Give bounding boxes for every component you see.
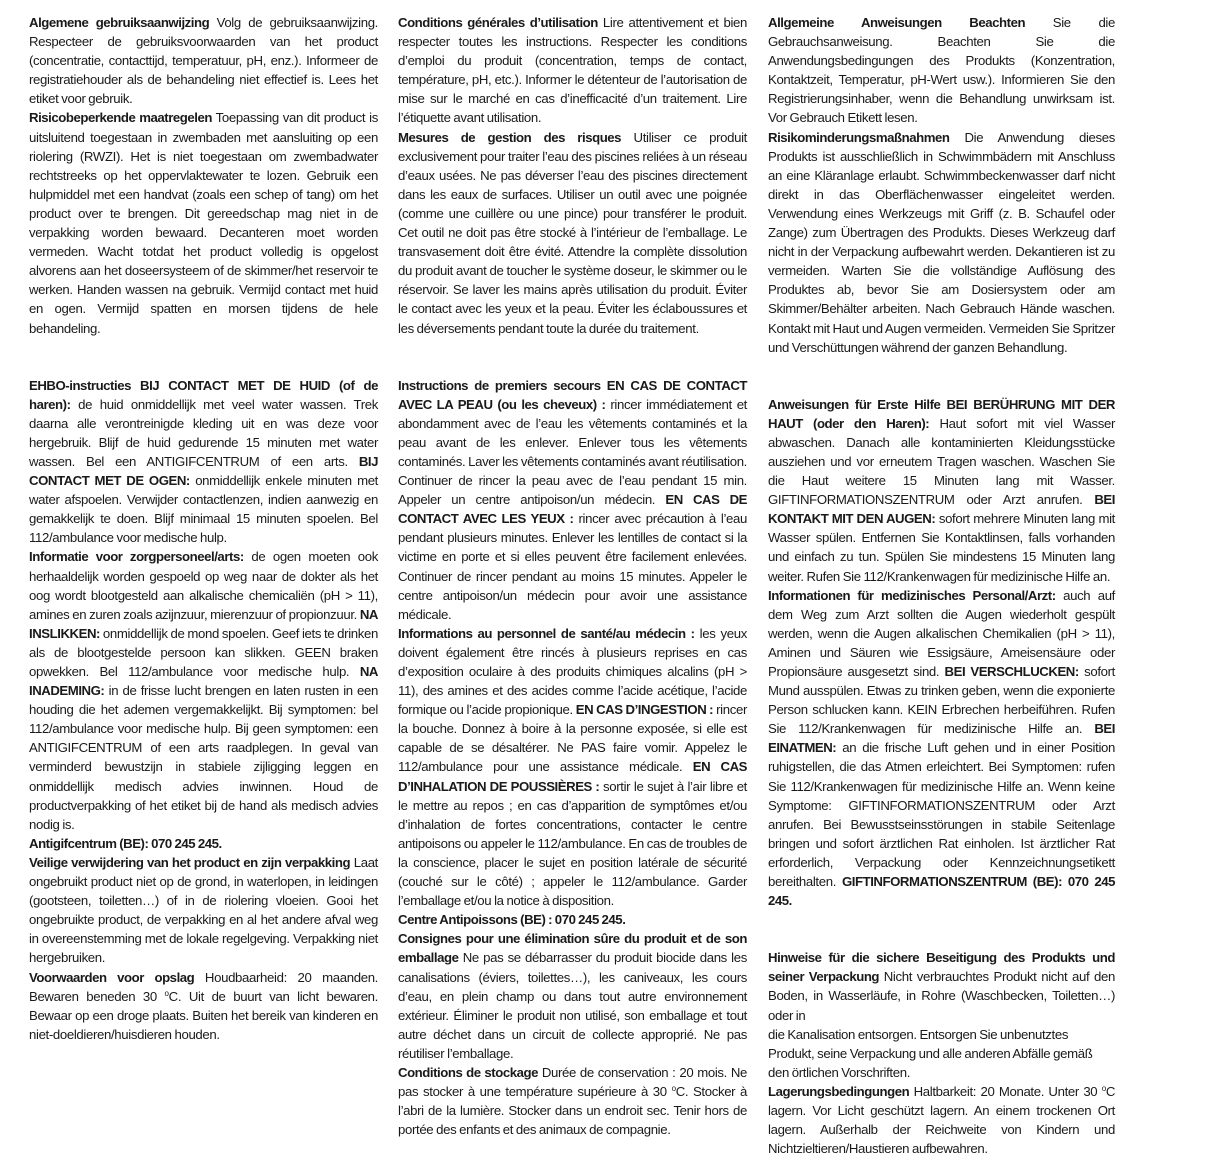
de-poison-center: GIFTINFORMATIONSZENTRUM (BE): 070 245 245. bbox=[768, 874, 1115, 909]
column-german bbox=[768, 13, 1115, 1158]
nl-first-aid-heading: EHBO-instructies BIJ CONTACT MET DE HUID (of de haren): bbox=[29, 377, 378, 412]
de-disposal-heading: Hinweise für die sichere Beseitigung des Produkts und seiner Verpackung bbox=[768, 950, 1115, 985]
fr-disposal: Consignes pour une élimination sûre du produit et de son emballage Ne pas se débarrasser du produit biocide dans les canalisations (éviers, toilettes…), les caniveaux, les cours d’eau, en plein champ ou dans tout autre environnement extérieur. Éliminer le produit non utilisé, son emballage et tout autre déchet dans un circuit de collecte approprié. Ne pas réutiliser l’emballage. bbox=[398, 931, 747, 1061]
de-risk-measures: Risikominderungsmaßnahmen Die Anwendung dieses Produkts ist ausschließlich in Schwimmbädern mit Anschluss an eine Kläranlage erlaubt. Schwimmbeckenwasser darf nicht direkt in das Oberflächenwasser eingeleitet werden. Verwendung eines Werkzeugs mit Griff (z. B. Schaufel oder Zange) zum Übertragen des Produkts. Dieses Werkzeug darf nicht in der Verpackung aufbewahrt werden. Dekantieren ist zu vermeiden. Warten Sie die vollständige Auflösung des Produktes ab, bevor Sie am Dosiersystem oder am Skimmer/Behälter arbeiten. Nach Gebrauch Hände waschen. Kontakt mit Haut und Augen vermeiden. Vermeiden Sie Spritzer und Verschüttungen während der ganzen Behandlung. bbox=[768, 129, 1115, 355]
nl-risk-measures-heading: Risicobeperkende maatregelen bbox=[29, 110, 212, 126]
de-medical-info-heading: Informationen für medizinisches Personal/Arzt: bbox=[768, 587, 1056, 603]
nl-disposal-heading: Veilige verwijdering van het product en zijn verpakking bbox=[29, 854, 351, 870]
fr-general-instructions: Conditions générales d’utilisation Lire attentivement et bien respecter toutes les instructions. Respecter les conditions d’emploi du produit (concentration, temps de contact, température, pH, etc.). Informer le détenteur de l’autorisation de mise sur le marché en cas d’inefficacité d’un traitement. Lire l’étiquette avant utilisation. bbox=[398, 15, 747, 126]
nl-risk-measures: Risicobeperkende maatregelen Toepassing van dit product is uitsluitend toegestaan in zwembaden met aansluiting op een riolering (RWZI). Het is niet toegestaan om zwembadwater rechtstreeks op het oppervlaktewater te lozen. Gebruik een hulpmiddel met een handvat (zoals een schep of tang) om het product over te brengen. Dit gereedschap mag niet in de verpakking worden bewaard. Decanteren moet worden vermeden. Wacht totdat het product volledig is opgelost alvorens aan het doseersysteem of de skimmer/het reservoir te werken. Handen wassen na gebruik. Vermijd contact met huid en ogen. Vermijd spatten en morsen tijdens de hele behandeling. bbox=[29, 110, 378, 336]
fr-medical-info: Informations au personnel de santé/au médecin : les yeux doivent également être rincés à plusieurs reprises en cas d’exposition oculaire à des produits chimiques alcalins (pH > 11), des amines et des acides comme l’acide acétique, l’acide formique ou l’acide propionique. EN CAS D’INGESTION : rincer la bouche. Donnez à boire à la personne exposée, si elle est capable de se désaltérer. Ne PAS faire vomir. Appelez le 112/ambulance pour une assistance médicale. EN CAS D’INHALATION DE POUSSIÈRES : sortir le sujet à l’air libre et le mettre au repos ; en cas d’apparition de symptômes et/ou d’inhalation de fortes concentrations, contacter le centre antipoisons ou appeler le 112/ambulance. En cas de troubles de la conscience, placer le sujet en position latérale de sécurité (couché sur le côté) ; appeler le 112/ambulance. Garder l’emballage et/ou la notice à disposition. bbox=[398, 625, 747, 909]
nl-medical-info-heading: Informatie voor zorgpersoneel/arts: bbox=[29, 549, 244, 565]
de-general-instructions: Allgemeine Anweisungen Beachten Sie die Gebrauchsanweisung. Beachten Sie die Anwendungsbedingungen des Produkts (Konzentration, Kontaktzeit, Temperatur, pH-Wert usw.). Informieren Sie den Registrierungsinhaber, wenn die Behandlung unwirksam ist. Vor Gebrauch Etikett lesen. bbox=[768, 15, 1115, 126]
nl-medical-info: Informatie voor zorgpersoneel/arts: de ogen moeten ook herhaaldelijk worden gespoeld op weg naar de dokter als het oog wordt blootgesteld aan alkalische chemicaliën (pH > 11), amines en zuren zoals azijnzuur, mierenzuur of propionzuur. NA INSLIKKEN: onmiddellijk de mond spoelen. Geef iets te drinken als de blootgestelde persoon kan slikken. GEEN braken opwekken. Bel 112/ambulance voor medische hulp. NA INADEMING: in de frisse lucht brengen en laten rusten in een houding die het ademen vergemakkelijkt. Bij symptomen: bel 112/ambulance voor medische hulp. Bij geen symptomen: een ANTIGIFCENTRUM of een arts raadplegen. In geval van verminderd bewustzijn in stabiele zijligging leggen en onmiddellijk medisch advies inwinnen. Houd de productverpakking of het etiket bij de hand als medisch advies nodig is. bbox=[29, 549, 378, 832]
de-first-aid-heading: Anweisungen für Erste Hilfe BEI BERÜHRUNG MIT DER HAUT (oder den Haren): bbox=[768, 396, 1115, 431]
de-first-aid: Anweisungen für Erste Hilfe BEI BERÜHRUNG MIT DER HAUT (oder den Haren): Haut sofort mit viel Wasser abwaschen. Danach alle kontaminierten Kleidungsstücke ausziehen und vor erneutem Tragen waschen. Waschen Sie die Haut weitere 15 Minuten lang mit Wasser. GIFTINFORMATIONSZENTRUM oder Arzt anrufen. BEI KONTAKT MIT DEN AUGEN: sofort mehrere Minuten lang mit Wasser spülen. Entfernen Sie Kontaktlinsen, falls vorhanden und einfach zu tun. Spülen Sie mindestens 15 Minuten lang weiter. Rufen Sie 112/Krankenwagen für medizinische Hilfe an. bbox=[768, 396, 1116, 584]
nl-storage-heading: Voorwaarden voor opslag bbox=[29, 969, 195, 985]
de-storage-heading: Lagerungsbedingungen bbox=[768, 1083, 910, 1099]
de-disposal: Hinweise für die sichere Beseitigung des Produkts und seiner Verpackung Nicht verbrauchtes Produkt nicht auf den Boden, in Wasserläufe, in Rohre (Waschbecken, Toiletten…) oder in bbox=[768, 950, 1115, 1023]
fr-medical-info-heading: Informations au personnel de santé/au médecin : bbox=[398, 625, 695, 641]
nl-first-aid: EHBO-instructies BIJ CONTACT MET DE HUID (of de haren): de huid onmiddellijk met veel water wassen. Trek daarna alle verontreinigde kleding uit en was deze voor hergebruik. Blijf de huid gedurende 15 minuten met water wassen. Bel een ANTIGIFCENTRUM of een arts. BIJ CONTACT MET DE OGEN: onmiddellijk enkele minuten met water afspoelen. Verwijder contactlenzen, indien aanwezig en gemakkelijk te doen. Blijf minimaal 15 minuten spoelen. Bel 112/ambulance voor medische hulp. bbox=[29, 377, 378, 546]
fr-first-aid: Instructions de premiers secours EN CAS DE CONTACT AVEC LA PEAU (ou les cheveux) : rincer immédiatement et abondamment avec de l’eau les vêtements contaminés et la peau avant de les enlever. Enlever tous les vêtements contaminés. Laver les vêtements contaminés avant réutilisation. Continuer de rincer la peau avec de l’eau pendant 15 min. Appeler un centre antipoison/un médecin. EN CAS DE CONTACT AVEC LES YEUX : rincer avec précaution à l’eau pendant plusieurs minutes. Enlever les lentilles de contact si la victime en porte et si elles peuvent être facilement enlevées. Continuer de rincer pendant au moins 15 minutes. Appeler le centre antipoison/un médecin pour avoir une assistance médicale. bbox=[398, 377, 748, 622]
column-dutch bbox=[29, 13, 378, 1044]
de-disposal-continued: die Kanalisation entsorgen. Entsorgen Sie unbenutztes Produkt, seine Verpackung und alle anderen Abfälle gemäß den örtlichen Vorschriften. bbox=[768, 1026, 1093, 1080]
fr-first-aid-heading: Instructions de premiers secours EN CAS DE CONTACT AVEC LA PEAU (ou les cheveux) : bbox=[398, 377, 747, 412]
de-general-instructions-heading: Allgemeine Anweisungen Beachten bbox=[768, 15, 1026, 30]
fr-poison-center: Centre Antipoissons (BE) : 070 245 245. bbox=[398, 912, 626, 928]
fr-risk-measures-heading: Mesures de gestion des risques bbox=[398, 129, 622, 145]
nl-storage: Voorwaarden voor opslag Houdbaarheid: 20 maanden. Bewaren beneden 30 $^o$C. Uit de buurt van licht bewaren. Bewaar op een droge plaats. Buiten het bereik van kinderen en niet-doeldieren/huisdieren houden. bbox=[29, 969, 378, 1042]
column-french bbox=[398, 13, 747, 1139]
de-risk-measures-heading: Risikominderungsmaßnahmen bbox=[768, 129, 950, 145]
fr-disposal-heading: Consignes pour une élimination sûre du produit et de son emballage bbox=[398, 931, 747, 966]
fr-storage-heading: Conditions de stockage bbox=[398, 1064, 538, 1080]
nl-poison-center: Antigifcentrum (BE): 070 245 245. bbox=[29, 835, 222, 851]
de-medical-info: Informationen für medizinisches Personal/Arzt: auch auf dem Weg zum Arzt sollten die Augen wiederholt gespült werden, wenn die Augen alkalischen Chemikalien (pH > 11), Aminen und Säuren wie Essigsäure, Ameisensäure oder Propionsäure ausgesetzt sind. BEI VERSCHLUCKEN: sofort Mund ausspülen. Etwas zu trinken geben, wenn die exponierte Person schlucken kann. KEIN Erbrechen herbeiführen. Rufen Sie 112/Krankenwagen für medizinische Hilfe an. BEI EINATMEN: an die frische Luft gehen und in einer Position ruhigstellen, die das Atmen erleichtert. Bei Symptomen: rufen Sie 112/Krankenwagen für medizinische Hilfe an. Wenn keine Symptome: GIFTINFORMATIONSZENTRUM oder Arzt anrufen. Bei Bewusstseinsstörungen in stabile Seitenlage bringen und sofort ärztlichen Rat einholen. Ist ärztlicher Rat erforderlich, Verpackung oder Kennzeichnungsetikett bereithalten. GIFTINFORMATIONSZENTRUM (BE): 070 245 245. bbox=[768, 587, 1115, 909]
fr-storage: Conditions de stockage Durée de conservation : 20 mois. Ne pas stocker à une température supérieure à 30 $^o$C. Stocker à l’abri de la lumière. Stocker dans un endroit sec. Tenir hors de portée des enfants et des animaux de compagnie. bbox=[398, 1064, 748, 1138]
nl-general-instructions: Algemene gebruiksaanwijzing Volg de gebruiksaanwijzing. Respecteer de gebruiksvoorwaarden van het product (concentratie, contacttijd, temperatuur, pH, enz.). Informeer de registratiehouder als de behandeling niet effectief is. Lees het etiket voor gebruik. bbox=[29, 15, 378, 107]
fr-risk-measures: Mesures de gestion des risques Utiliser ce produit exclusivement pour traiter l’eau des piscines reliées à un réseau d’eaux usées. Ne pas déverser l’eau des piscines directement dans les eaux de surfaces. Utiliser un outil avec une poignée (comme une cuillère ou une pince) pour transférer le produit. Cet outil ne doit pas être stocké à l’intérieur de l’emballage. Le transvasement doit être évité. Attendre la complète dissolution du produit avant de toucher le système doseur, le skimmer ou le réservoir. Se laver les mains après utilisation du produit. Éviter le contact avec les yeux et la peau. Éviter les éclaboussures et les déversements pendant toute la durée du traitement. bbox=[398, 129, 747, 336]
de-storage: Lagerungsbedingungen Haltbarkeit: 20 Monate. Unter 30 $^o$C lagern. Vor Licht geschützt lagern. An einem trockenen Ort lagern. Außerhalb der Reichweite von Kindern und Nichtzieltieren/Haustieren aufbewahren. bbox=[768, 1083, 1115, 1157]
fr-general-instructions-heading: Conditions générales d’utilisation bbox=[398, 15, 598, 30]
nl-disposal: Veilige verwijdering van het product en zijn verpakking Laat ongebruikt product niet op de grond, in waterlopen, in leidingen (gootsteen, toiletten…) of in de riolering vloeien. Gooi het ongebruikte product, de verpakking en al het andere afval weg in overeenstemming met de lokale regelgeving. Verpakking niet hergebruiken. bbox=[29, 854, 378, 966]
nl-general-instructions-heading: Algemene gebruiksaanwijzing bbox=[29, 15, 210, 30]
